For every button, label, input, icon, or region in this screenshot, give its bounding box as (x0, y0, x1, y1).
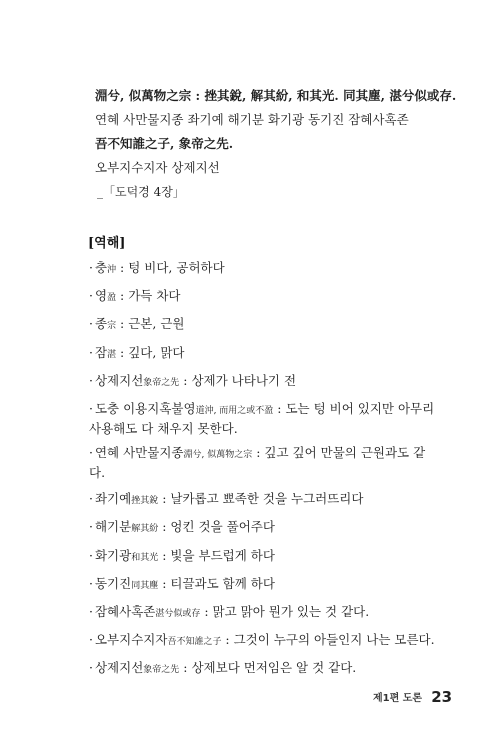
note-meaning: : 날카롭고 뾰족한 것을 누그러뜨리다 (158, 491, 364, 507)
bullet-dot: · (89, 547, 93, 563)
note-hanja: 沖 (107, 265, 117, 275)
note-term: 잠 (94, 344, 108, 360)
note-hanja: 象帝之先 (143, 377, 180, 388)
bullet-dot: · (89, 316, 93, 332)
note-item (89, 344, 439, 364)
note-meaning: : 그것이 누구의 아들인지 나는 모른다. (221, 632, 435, 648)
note-term: 상제지선 (94, 372, 144, 388)
note-meaning: : 텅 비다, 공허하다 (116, 260, 225, 275)
note-item (89, 631, 439, 651)
note-item (89, 287, 439, 307)
note-hanja: 淵兮, 似萬物之宗 (183, 449, 253, 460)
notes-heading: [역해] (88, 236, 126, 251)
note-hanja: 湛兮似或存 (155, 608, 201, 619)
bullet-dot: · (89, 372, 93, 388)
note-term: 종 (94, 316, 108, 332)
quote-hanja-line-2: 吾不知誰之子, 象帝之先. (95, 136, 234, 151)
note-item (89, 444, 439, 482)
note-hanja: 吾不知誰之子 (167, 637, 222, 648)
note-meaning: : 상제가 나타나기 전 (179, 372, 297, 388)
note-term: 도충 이용지혹불영 (94, 400, 196, 416)
note-meaning: : 가득 차다 (116, 288, 181, 304)
note-item (89, 547, 439, 567)
bullet-dot: · (89, 519, 93, 535)
note-meaning: : 맑고 맑아 뭔가 있는 것 같다. (200, 603, 370, 619)
note-item (89, 372, 439, 392)
note-item (89, 259, 439, 279)
bullet-dot: · (89, 603, 93, 619)
page-number: 23 (431, 688, 453, 706)
quote-reading-line-2: 오부지수지자 상제지선 (95, 160, 220, 175)
notes-list (89, 259, 439, 687)
note-hanja: 宗 (107, 321, 117, 332)
bullet-dot: · (89, 632, 93, 648)
bullet-dot: · (89, 444, 93, 460)
note-term: 영 (94, 288, 108, 304)
note-hanja: 和其光 (131, 552, 159, 563)
note-hanja: 象帝之先 (143, 665, 180, 676)
bullet-dot: · (89, 400, 93, 416)
bullet-dot: · (89, 575, 93, 591)
note-term: 오부지수지자 (94, 632, 168, 648)
quote-reading-line-1: 연혜 사만물지종 좌기예 해기분 화기광 동기진 잠혜사혹존 (95, 112, 409, 127)
note-term: 좌기예 (94, 491, 132, 507)
note-item (89, 659, 439, 679)
bullet-dot: · (89, 260, 93, 275)
note-meaning: : 티끌과도 함께 하다 (158, 575, 275, 591)
note-hanja: 解其紛 (131, 524, 159, 535)
bullet-dot: · (89, 491, 93, 507)
quote-block (95, 88, 457, 208)
note-item (89, 575, 439, 595)
note-meaning: : 깊고 깊어 만물의 근원과도 같다. (89, 444, 426, 480)
note-item (89, 315, 439, 335)
bullet-dot: · (89, 660, 93, 676)
note-term: 연혜 사만물지종 (94, 444, 184, 460)
bullet-dot: · (89, 288, 93, 304)
note-term: 충 (94, 260, 108, 275)
note-hanja: 湛 (107, 349, 117, 360)
quote-source: _「도덕경 4장」 (97, 185, 185, 199)
note-term: 화기광 (94, 547, 132, 563)
quote-hanja-line-1: 淵兮, 似萬物之宗 : 挫其銳, 解其紛, 和其光. 同其塵, 湛兮似或存. (95, 88, 457, 103)
note-meaning: : 깊다, 맑다 (116, 344, 185, 360)
page-footer (373, 687, 452, 706)
footer-section-title: 제1편 도론 (373, 693, 423, 704)
note-term: 상제지선 (94, 660, 144, 676)
note-term: 동기진 (94, 575, 132, 591)
note-meaning: : 빛을 부드럽게 하다 (158, 547, 275, 563)
note-hanja: 盈 (107, 293, 117, 304)
note-item (89, 518, 439, 538)
bullet-dot: · (89, 344, 93, 360)
note-item (89, 400, 439, 438)
note-item (89, 490, 439, 510)
note-meaning: : 근본, 근원 (116, 316, 185, 332)
note-meaning: : 상제보다 먼저임은 알 것 같다. (179, 660, 357, 676)
note-hanja: 挫其銳 (131, 496, 159, 507)
note-hanja: 同其塵 (131, 580, 159, 591)
note-meaning: : 엉킨 것을 풀어주다 (158, 519, 275, 535)
note-term: 잠혜사혹존 (94, 603, 156, 619)
note-term: 해기분 (94, 519, 132, 535)
note-hanja: 道沖, 而用之或不盈 (195, 405, 274, 416)
note-meaning: : 도는 텅 비어 있지만 아무리 사용해도 다 채우지 못한다. (89, 400, 435, 436)
note-item (89, 603, 439, 623)
